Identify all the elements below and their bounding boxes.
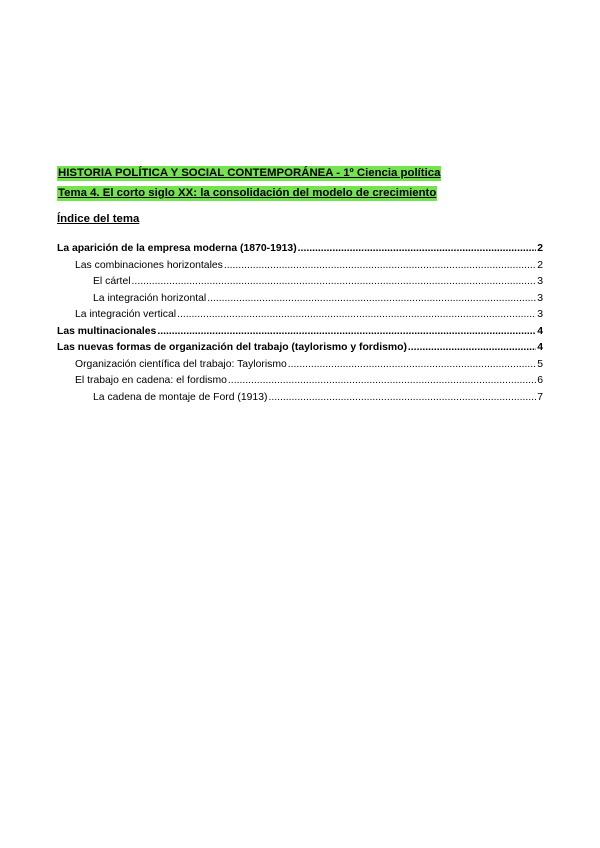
index-heading: Índice del tema xyxy=(57,213,140,225)
document-title-topic: Tema 4. El corto siglo XX: la consolidación del modelo de crecimiento xyxy=(58,187,437,199)
toc-leader-dots xyxy=(408,340,536,357)
toc-entry-page: 6 xyxy=(537,375,543,386)
toc-entry[interactable] xyxy=(57,258,543,275)
toc-entry-page: 3 xyxy=(537,309,543,320)
toc-entry-label: Las combinaciones horizontales xyxy=(75,259,223,271)
toc-entry-page: 4 xyxy=(537,325,543,337)
document-title-course: HISTORIA POLÍTICA Y SOCIAL CONTEMPORÁNEA - 1º Ciencia política xyxy=(58,167,441,179)
toc-entry[interactable] xyxy=(57,324,543,341)
toc-entry-page: 3 xyxy=(537,292,543,304)
toc-entry-page: 2 xyxy=(537,259,543,271)
toc-leader-dots xyxy=(207,291,536,308)
toc-entry-label: Las nuevas formas de organización del trabajo (taylorismo y fordismo) xyxy=(57,342,407,353)
toc-leader-dots xyxy=(224,258,536,275)
toc-leader-dots xyxy=(177,307,536,324)
toc-entry-label: El cártel xyxy=(93,276,131,287)
toc-entry-page: 2 xyxy=(537,243,543,254)
toc-leader-dots xyxy=(288,357,536,374)
toc-entry[interactable] xyxy=(57,373,543,390)
toc-entry-page: 3 xyxy=(537,276,543,287)
toc-entry-label: El trabajo en cadena: el fordismo xyxy=(75,375,227,386)
toc-leader-dots xyxy=(268,390,536,407)
toc-entry-page: 4 xyxy=(537,342,543,353)
toc-entry-label: Las multinacionales xyxy=(57,325,157,337)
toc-entry-label: Organización científica del trabajo: Taylorismo xyxy=(75,358,287,370)
toc-entry[interactable] xyxy=(57,390,543,407)
toc-entry-label: La integración horizontal xyxy=(93,292,207,304)
toc-leader-dots xyxy=(157,324,536,341)
toc-entry[interactable] xyxy=(57,274,543,291)
toc-entry-page: 7 xyxy=(537,391,543,403)
toc-entry-label: La integración vertical xyxy=(75,309,177,320)
toc-entry-label: La cadena de montaje de Ford (1913) xyxy=(93,391,268,403)
toc-leader-dots xyxy=(132,274,537,291)
table-of-contents xyxy=(57,241,543,406)
toc-entry[interactable] xyxy=(57,340,543,357)
toc-entry[interactable] xyxy=(57,357,543,374)
toc-entry-label: La aparición de la empresa moderna (1870-1913) xyxy=(57,243,297,254)
toc-entry[interactable] xyxy=(57,307,543,324)
toc-leader-dots xyxy=(298,241,537,258)
toc-leader-dots xyxy=(228,373,536,390)
toc-entry[interactable] xyxy=(57,291,543,308)
toc-entry[interactable] xyxy=(57,241,543,258)
toc-entry-page: 5 xyxy=(537,358,543,370)
